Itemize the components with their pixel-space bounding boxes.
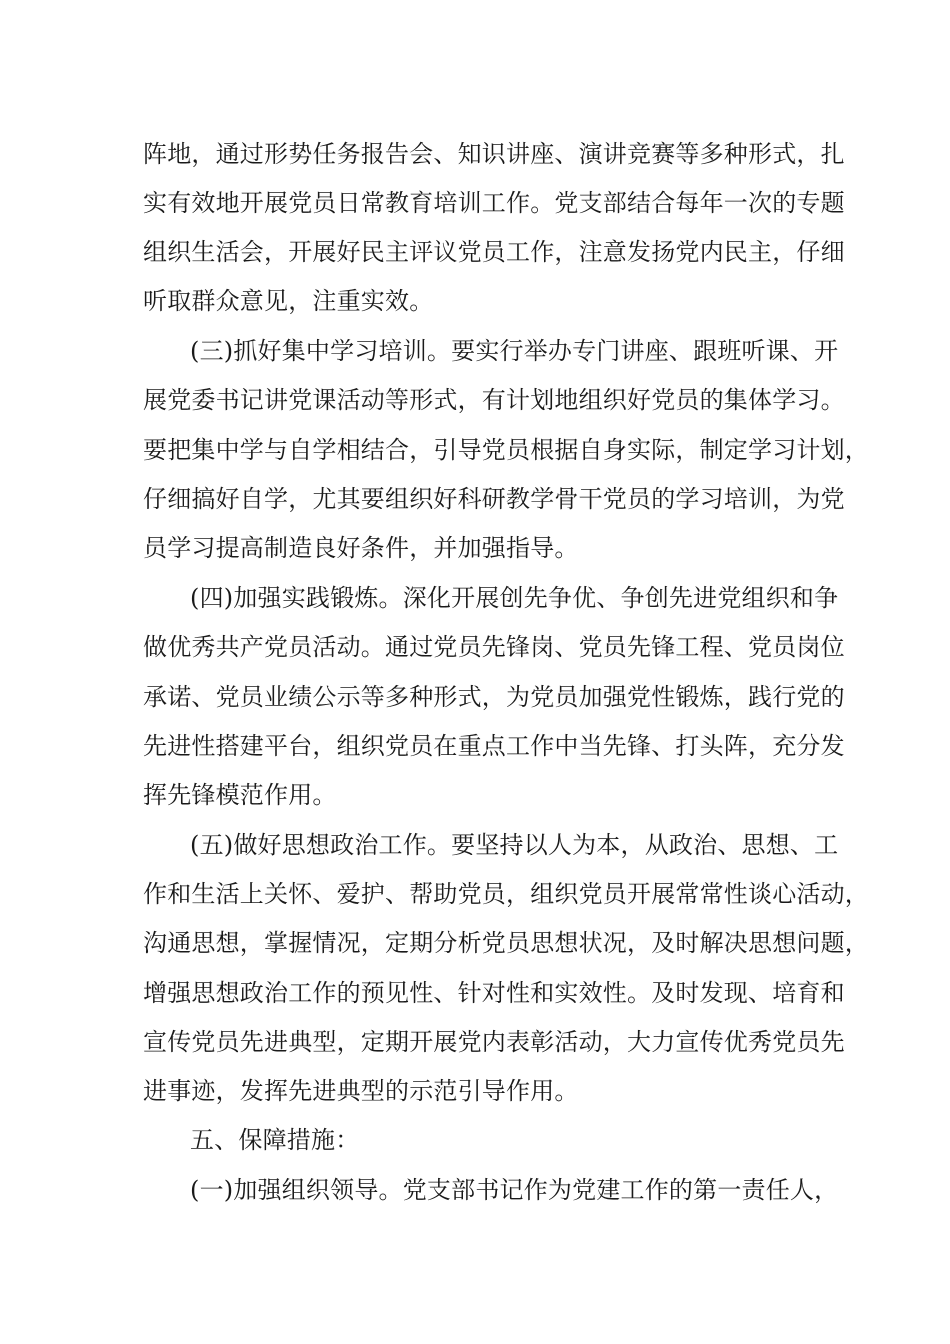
text-line: 要把集中学与自学相结合，引导党员根据自身实际，制定学习计划，: [143, 436, 869, 464]
text-line: 员学习提高制造良好条件，并加强指导。: [143, 534, 579, 562]
text-line: 展党委书记讲党课活动等形式，有计划地组织好党员的集体学习。: [143, 386, 845, 414]
text-line: 宣传党员先进典型，定期开展党内表彰活动，大力宣传优秀党员先: [143, 1028, 845, 1056]
text-line: 阵地，通过形势任务报告会、知识讲座、演讲竞赛等多种形式，扎: [143, 140, 845, 168]
text-line: 组织生活会，开展好民主评议党员工作，注意发扬党内民主，仔细: [143, 238, 845, 266]
text-line: 承诺、党员业绩公示等多种形式，为党员加强党性锻炼，践行党的: [143, 683, 845, 711]
paragraph-heading-line: (五)做好思想政治工作。要坚持以人为本，从政治、思想、工: [190, 831, 839, 859]
paragraph-heading-line: (一)加强组织领导。党支部书记作为党建工作的第一责任人，: [190, 1176, 839, 1204]
paragraph-heading-line: (四)加强实践锻炼。深化开展创先争优、争创先进党组织和争: [190, 584, 839, 612]
text-line: 增强思想政治工作的预见性、针对性和实效性。及时发现、培育和: [143, 979, 845, 1007]
section-heading: 五、保障措施：: [190, 1126, 360, 1154]
text-line: 作和生活上关怀、爱护、帮助党员，组织党员开展常常性谈心活动，: [143, 880, 869, 908]
text-line: 进事迹，发挥先进典型的示范引导作用。: [143, 1077, 579, 1105]
text-line: 听取群众意见，注重实效。: [143, 287, 434, 315]
text-line: 仔细搞好自学，尤其要组织好科研教学骨干党员的学习培训，为党: [143, 485, 845, 513]
text-line: 沟通思想，掌握情况，定期分析党员思想状况，及时解决思想问题，: [143, 929, 869, 957]
text-line: 实有效地开展党员日常教育培训工作。党支部结合每年一次的专题: [143, 189, 845, 217]
text-line: 先进性搭建平台，组织党员在重点工作中当先锋、打头阵，充分发: [143, 732, 845, 760]
paragraph-heading-line: (三)抓好集中学习培训。要实行举办专门讲座、跟班听课、开: [190, 337, 839, 365]
text-line: 做优秀共产党员活动。通过党员先锋岗、党员先锋工程、党员岗位: [143, 633, 845, 661]
text-line: 挥先锋模范作用。: [143, 781, 337, 809]
